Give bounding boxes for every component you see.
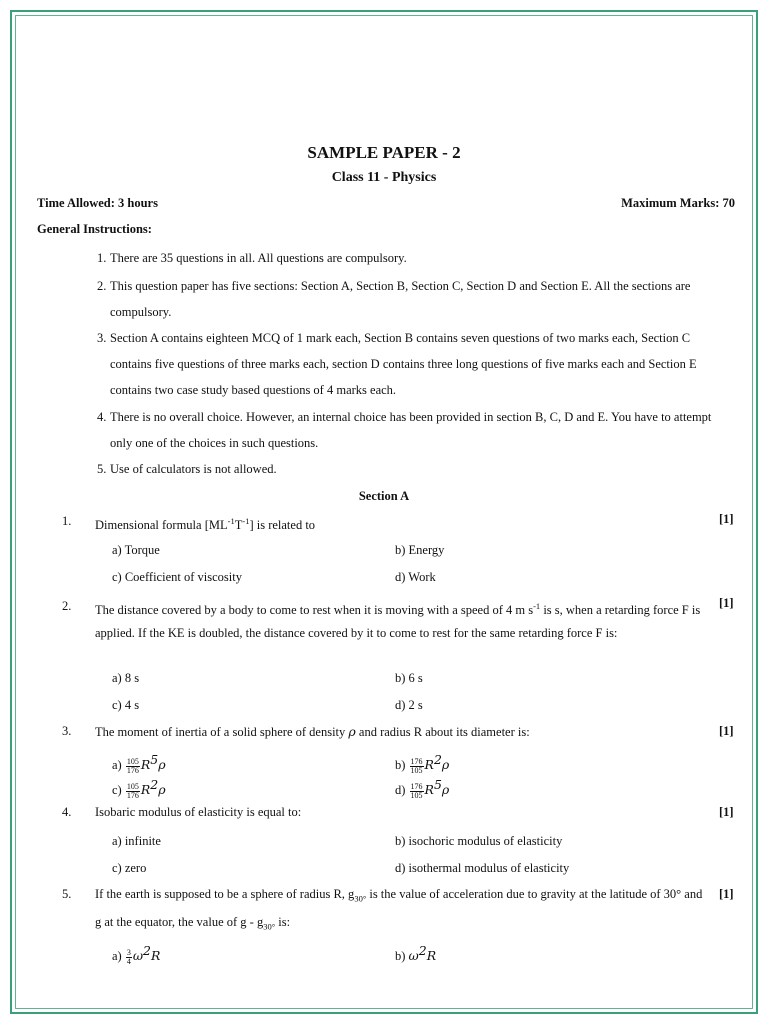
question-3-text: The moment of inertia of a solid sphere of density ρ and radius R about its diameter is: [95, 724, 530, 739]
instruction-number: 5. [97, 462, 107, 476]
instruction-text: Use of calculators is not allowed. [110, 462, 277, 476]
instruction-number: 2. [97, 279, 107, 293]
question-1-option-a: a) Torque [112, 543, 160, 557]
question-2-option-a: a) 8 s [112, 671, 140, 685]
question-4-option-c: c) zero [112, 861, 147, 875]
question-4-option-a: a) infinite [112, 834, 161, 848]
question-5-text: If the earth is supposed to be a sphere of radius R, $g_{30^\circ}$ is the value of acceleration due to gravity at the latitude of 30° and g at the equator, the value of g - $g_{30^\circ}$ is: [95, 887, 703, 931]
time-allowed: Time Allowed: 3 hours [37, 196, 158, 210]
question-4-marks: [1] [719, 805, 734, 819]
question-number: 2. [62, 599, 72, 613]
instruction-text: Section A contains eighteen MCQ of 1 mark each, Section B contains seven questions of two marks each, Section C contains five questions of three marks each, section D contains three long questions of five marks each and Section E contains two case study based questions of 4 marks each. [110, 331, 697, 397]
instruction-text: There is no overall choice. However, an internal choice has been provided in section B, C, D and E. You have to attempt only one of the choices in such questions. [110, 410, 712, 450]
question-number: 1. [62, 514, 72, 528]
paper-title: SAMPLE PAPER - 2 [307, 143, 461, 162]
fraction: $\frac{176}{105}$ [410, 781, 423, 800]
question-5-option-b: b) $\omega^2R$ [395, 943, 437, 964]
question-3-marks: [1] [719, 724, 734, 738]
question-4-text: Isobaric modulus of elasticity is equal to: [95, 805, 302, 819]
question-4-option-d: d) isothermal modulus of elasticity [395, 861, 570, 875]
question-number: 3. [62, 724, 72, 738]
general-instructions-label: General Instructions: [37, 222, 152, 236]
question-3-option-b: b) $\frac{176}{105}$ $R^2\rho$ [395, 752, 450, 775]
section-a-heading: Section A [358, 489, 410, 503]
question-1-option-b: b) Energy [395, 543, 445, 557]
instruction-number: 3. [97, 331, 107, 345]
question-1-text: Dimensional formula $[ML^{-1}T^{-1}]$ is related to [95, 516, 316, 533]
question-1-marks: [1] [719, 512, 734, 526]
question-4-option-b: b) isochoric modulus of elasticity [395, 834, 563, 848]
fraction: $\frac{105}{176}$ [126, 756, 139, 775]
maximum-marks: Maximum Marks: 70 [621, 196, 735, 210]
instruction-text: This question paper has five sections: Section A, Section B, Section C, Section D and Section E. All the sections are compulsory. [110, 279, 691, 319]
question-2-option-d: d) 2 s [395, 698, 423, 712]
fraction: $\frac{3}{4}$ [126, 947, 131, 966]
fraction: $\frac{105}{176}$ [126, 781, 139, 800]
paper-subtitle: Class 11 - Physics [331, 170, 437, 185]
fraction: $\frac{176}{105}$ [410, 756, 423, 775]
instruction-number: 1. [97, 251, 107, 265]
question-5-marks: [1] [719, 887, 734, 901]
question-3-option-c: c) $\frac{105}{176}$ $R^2\rho$ [112, 777, 166, 800]
question-1-option-c: c) Coefficient of viscosity [112, 570, 242, 584]
question-2-marks: [1] [719, 596, 734, 610]
question-3-option-a: a) $\frac{105}{176}$ $R^5\rho$ [112, 752, 166, 775]
question-number: 5. [62, 887, 72, 901]
question-3-option-d: d) $\frac{176}{105}$ $R^5\rho$ [395, 777, 450, 800]
question-1-option-d: d) Work [395, 570, 436, 584]
question-number: 4. [62, 805, 72, 819]
question-2-text: The distance covered by a body to come to rest when it is moving with a speed of 4 m $s^{-1}$ is s, when a retarding force F is applied. If the KE is doubled, the distance covered by it to come to rest for the same retarding force F is: [95, 601, 701, 641]
instruction-text: There are 35 questions in all. All questions are compulsory. [110, 251, 407, 265]
instruction-number: 4. [97, 410, 107, 424]
question-2-option-b: b) 6 s [395, 671, 423, 685]
question-2-option-c: c) 4 s [112, 698, 140, 712]
question-5-option-a: a) $\frac{3}{4}$ $\omega^2R$ [112, 943, 161, 966]
